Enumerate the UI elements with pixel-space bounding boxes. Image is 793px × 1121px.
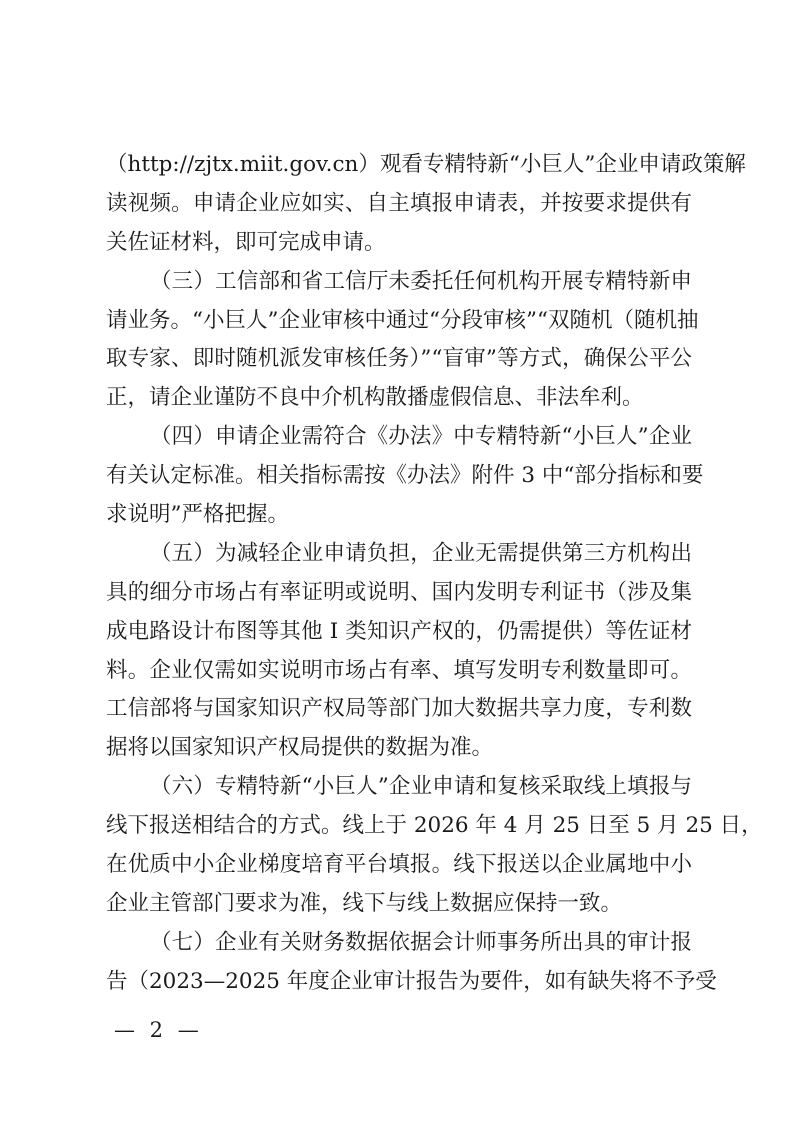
paragraph: [106, 146, 746, 263]
text-line: 正，请企业谨防不良中介机构散播虚假信息、非法牟利。: [106, 385, 644, 411]
text-line: 求说明”严格把握。: [106, 502, 289, 528]
document-body: [106, 146, 763, 1002]
text-line: 读视频。申请企业应如实、自主填报申请表，并按要求提供有: [106, 190, 692, 216]
text-line: （七）企业有关财务数据依据会计师事务所出具的审计报: [150, 929, 692, 955]
text-line: （四）申请企业需符合《办法》中专精特新“小巨人”企业: [150, 424, 692, 450]
text-line: 料。企业仅需如实说明市场占有率、填写发明专利数量即可。: [106, 657, 692, 683]
paragraph: [106, 418, 704, 535]
text-line: 请业务。“小巨人”企业审核中通过“分段审核”“双随机（随机抽: [106, 307, 699, 333]
paragraph: [106, 535, 692, 768]
text-line: 告（2023—2025 年度企业审计报告为要件，如有缺失将不予受: [106, 968, 717, 994]
text-line: 具的细分市场占有率证明或说明、国内发明专利证书（涉及集: [106, 579, 692, 605]
text-line: 企业主管部门要求为准，线下与线上数据应保持一致。: [106, 890, 623, 916]
paragraph: [106, 263, 699, 419]
page-number: — 2 —: [114, 1018, 203, 1042]
text-line: 在优质中小企业梯度培育平台填报。线下报送以企业属地中小: [106, 852, 692, 878]
text-line: 关佐证材料，即可完成申请。: [106, 229, 386, 255]
text-line: （六）专精特新“小巨人”企业申请和复核采取线上填报与: [150, 774, 692, 800]
text-line: 工信部将与国家知识产权局等部门加大数据共享力度，专利数: [106, 696, 692, 722]
text-line: 取专家、即时随机派发审核任务）”“盲审”等方式，确保公平公: [106, 346, 692, 372]
text-line: 据将以国家知识产权局提供的数据为准。: [106, 735, 494, 761]
text-line: （http://zjtx.miit.gov.cn）观看专精特新“小巨人”企业申请政策解: [106, 152, 746, 177]
text-line: 有关认定标准。相关指标需按《办法》附件 3 中“部分指标和要: [106, 463, 704, 489]
text-line: （三）工信部和省工信厅未委托任何机构开展专精特新申: [150, 268, 692, 294]
text-line: 线下报送相结合的方式。线上于 2026 年 4 月 25 日至 5 月 25 日，: [106, 813, 763, 839]
paragraph: [106, 924, 717, 1002]
text-line: （五）为减轻企业申请负担，企业无需提供第三方机构出: [150, 540, 692, 566]
paragraph: [106, 768, 763, 924]
text-line: 成电路设计布图等其他 I 类知识产权的，仍需提供）等佐证材: [106, 618, 692, 644]
